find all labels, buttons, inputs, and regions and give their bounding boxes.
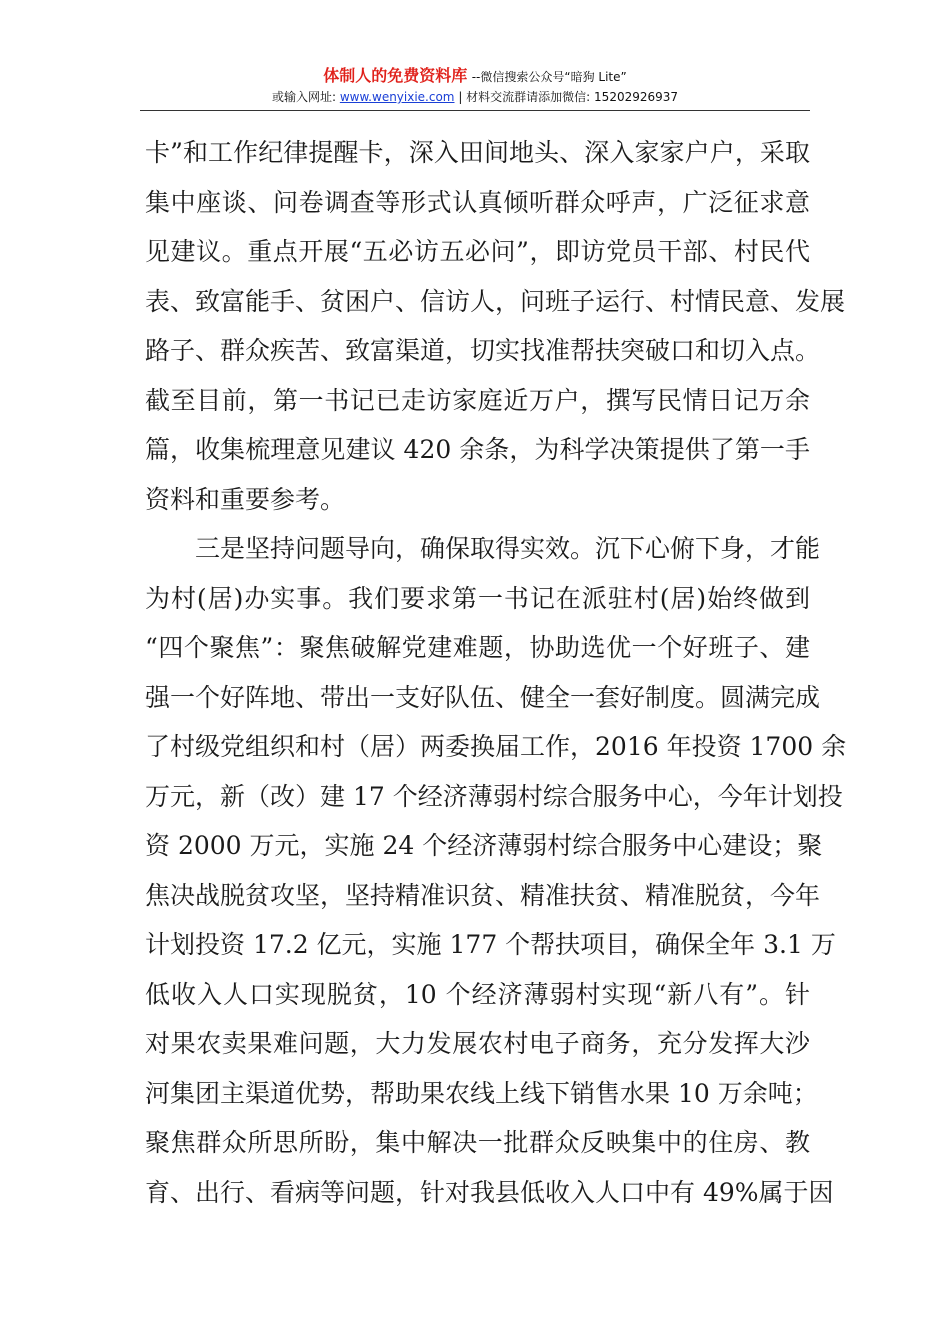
text-line: 资料和重要参考。 [145, 484, 346, 514]
text-line: 聚焦群众所思所盼，集中解决一批群众反映集中的住房、教 [145, 1128, 810, 1157]
text-line: “四个聚焦”：聚焦破解党建难题，协助选优一个好班子、建 [145, 633, 810, 662]
header-divider [140, 110, 810, 111]
text-line: 表、致富能手、贫困户、信访人，问班子运行、村情民意、发展 [145, 286, 846, 316]
text-line: 河集团主渠道优势，帮助果农线上线下销售水果 10 万余吨； [145, 1078, 818, 1108]
paragraph-continued [145, 128, 846, 524]
text-line: 焦决战脱贫攻坚，坚持精准识贫、精准扶贫、精准脱贫，今年 [145, 880, 821, 910]
text-line: 低收入人口实现脱贫，10 个经济薄弱村实现“新八有”。针 [145, 979, 810, 1009]
header-website-link[interactable]: www.wenyixie.com [339, 90, 455, 104]
header-title-row [0, 66, 950, 87]
text-line: 育、出行、看病等问题，针对我县低收入人口中有 49%属于因 [145, 1177, 834, 1207]
text-line: 卡”和工作纪律提醒卡，深入田间地头、深入家家户户，采取 [145, 138, 810, 167]
text-line-indented: 三是坚持问题导向，确保取得实效。沉下心俯下身，才能 [195, 534, 821, 563]
text-line: 万元，新（改）建 17 个经济薄弱村综合服务中心，今年计划投 [145, 781, 843, 811]
header-contact-row [0, 87, 950, 107]
header-tagline: --微信搜索公众号“暗狗 Lite” [471, 70, 627, 84]
text-line: 篇，收集梳理意见建议 420 余条，为科学决策提供了第一手 [145, 435, 810, 464]
text-line: 强一个好阵地、带出一支好队伍、健全一套好制度。圆满完成 [145, 682, 821, 712]
header-brand: 体制人的免费资料库 [323, 66, 468, 85]
header-contact: | 材料交流群请添加微信: 15202926937 [458, 90, 679, 104]
text-line: 集中座谈、问卷调查等形式认真倾听群众呼声，广泛征求意 [145, 187, 810, 217]
text-line: 截至目前，第一书记已走访家庭近万户，撰写民情日记万余 [145, 385, 810, 415]
text-line: 资 2000 万元，实施 24 个经济薄弱村综合服务中心建设；聚 [145, 831, 823, 860]
header-url-prefix: 或输入网址: [271, 90, 337, 104]
page-header [0, 66, 950, 107]
document-body [145, 128, 847, 1217]
text-line: 计划投资 17.2 亿元，实施 177 个帮扶项目，确保全年 3.1 万 [145, 930, 836, 959]
text-line: 为村(居)办实事。我们要求第一书记在派驻村(居)始终做到 [145, 583, 810, 613]
text-line: 见建议。重点开展“五必访五必问”，即访党员干部、村民代 [145, 237, 810, 266]
paragraph-problem-orientation [145, 524, 847, 1217]
text-line: 对果农卖果难问题，大力发展农村电子商务，充分发挥大沙 [145, 1029, 810, 1058]
text-line: 路子、群众疾苦、致富渠道，切实找准帮扶突破口和切入点。 [145, 336, 821, 365]
text-line: 了村级党组织和村（居）两委换届工作，2016 年投资 1700 余 [145, 732, 847, 761]
